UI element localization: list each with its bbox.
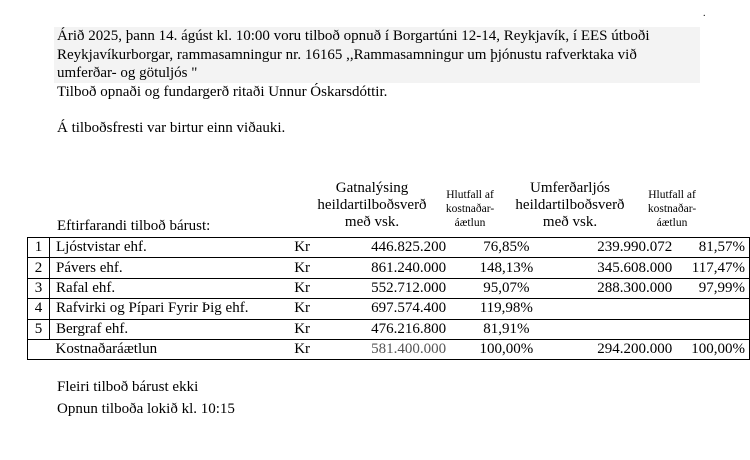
table-row [28, 258, 750, 278]
street-lighting-ratio: 76,85% [483, 239, 530, 256]
bidder-name: Ljóstvistar ehf. [49, 238, 294, 258]
traffic-lights-ratio [682, 299, 749, 319]
bids-table [27, 237, 750, 360]
intro-line-3: umferðar- og götuljós " [57, 65, 198, 81]
street-lighting-ratio: 119,98% [479, 300, 533, 317]
currency: Kr [294, 239, 311, 256]
currency: Kr [294, 279, 311, 296]
street-lighting-amount: 552.712.000 [371, 279, 447, 296]
footer-line-1: Fleiri tilboð bárust ekki [57, 379, 199, 395]
traffic-lights-amount: 239.990.072 [597, 239, 673, 256]
traffic-lights-ratio [682, 319, 749, 339]
addendum-note: Á tilboðsfresti var birtur einn viðauki. [57, 120, 286, 136]
street-lighting-amount: 861.240.000 [371, 259, 447, 276]
intro-line-2: Reykjavíkurborgar, rammasamningur nr. 16165 ,,Rammasamningur um þjónustu rafverktaka við [57, 46, 637, 63]
traffic-lights-ratio: 97,99% [682, 278, 749, 298]
currency: Kr [294, 259, 311, 276]
traffic-lights-estimate: 294.200.000 [597, 341, 673, 358]
bidder-name: Rafvirki og Pípari Fyrir Þig ehf. [49, 299, 294, 319]
traffic-lights-amount: 345.608.000 [597, 259, 673, 276]
street-lighting-ratio: 81,91% [483, 320, 530, 337]
street-lighting-estimate-ratio: 100,00% [479, 341, 534, 358]
intro-line-1: Árið 2025, þann 14. ágúst kl. 10:00 voru tilboð opnuð í Borgartúni 12-14, Reykjavík, í EES útboði [57, 28, 650, 44]
traffic-lights-amount: 288.300.000 [597, 279, 673, 296]
row-number: 5 [28, 319, 50, 339]
row-number: 3 [28, 278, 50, 298]
traffic-lights-ratio: 117,47% [682, 258, 749, 278]
traffic-lights-amount [549, 299, 683, 319]
currency: Kr [294, 320, 311, 337]
street-lighting-ratio: 148,13% [479, 259, 534, 276]
row-number: 4 [28, 299, 50, 319]
row-number: 1 [28, 238, 50, 258]
street-lighting-estimate: 581.400.000 [371, 341, 447, 358]
intro-line-4: Tilboð opnaði og fundargerð ritaði Unnur Óskarsdóttir. [57, 83, 388, 100]
street-lighting-amount: 446.825.200 [371, 239, 447, 256]
footer [57, 376, 235, 420]
bidder-name: Pávers ehf. [49, 258, 294, 278]
footer-line-2: Opnun tilboða lokið kl. 10:15 [57, 401, 235, 417]
street-lighting-ratio: 95,07% [483, 279, 530, 296]
intro-paragraph [57, 27, 700, 101]
table-row [28, 278, 750, 298]
traffic-lights-ratio: 81,57% [682, 238, 749, 258]
bids-received-label: Eftirfarandi tilboð bárust: [57, 218, 211, 234]
table-row [28, 319, 750, 339]
estimate-label: Kostnaðaráætlun [55, 341, 158, 358]
header-ratio-street: Hlutfall af kostnaðar- áætlun [445, 189, 495, 229]
row-number: 2 [28, 258, 50, 278]
traffic-lights-amount [549, 319, 683, 339]
table-row [28, 299, 750, 319]
street-lighting-amount: 697.574.400 [371, 300, 447, 317]
corner-mark: . [703, 8, 706, 19]
street-lighting-amount: 476.216.800 [371, 320, 447, 337]
table-row [28, 238, 750, 258]
bidder-name: Rafal ehf. [49, 278, 294, 298]
header-traffic-lights: Umferðarljós heildartilboðsverð með vsk. [515, 180, 625, 230]
bidder-name: Bergraf ehf. [49, 319, 294, 339]
header-street-lighting: Gatnalýsing heildartilboðsverð með vsk. [317, 180, 427, 230]
currency: Kr [294, 341, 311, 358]
traffic-lights-estimate-ratio: 100,00% [682, 339, 749, 359]
currency: Kr [294, 300, 311, 317]
estimate-row [28, 339, 750, 359]
header-ratio-traffic: Hlutfall af kostnaðar- áætlun [647, 189, 697, 229]
